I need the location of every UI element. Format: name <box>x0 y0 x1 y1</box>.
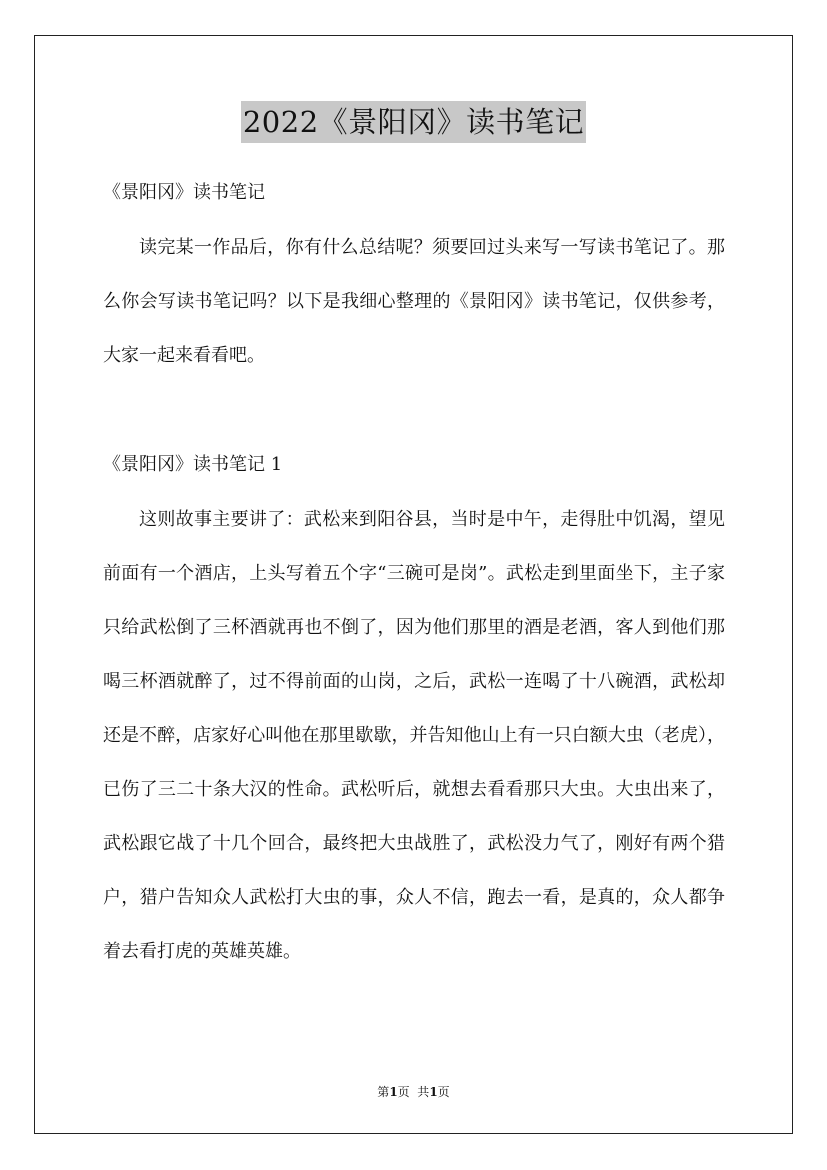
document-title-text: 2022《景阳冈》读书笔记 <box>241 101 586 143</box>
section-heading-intro: 《景阳冈》读书笔记 <box>103 182 265 203</box>
section-paragraph-intro: 读完某一作品后，你有什么总结呢？须要回过头来写一写读书笔记了。那么你会写读书笔记吗？以下是我细心整理的《景阳冈》读书笔记，仅供参考，大家一起来看看吧。 <box>103 237 725 366</box>
footer-page-prefix: 第 <box>377 1085 390 1099</box>
page-footer <box>0 1083 827 1101</box>
document-title <box>0 101 827 143</box>
footer-page-current: 1 <box>389 1085 398 1099</box>
footer-page-mid: 页 共 <box>397 1085 430 1099</box>
section-heading-note-1: 《景阳冈》读书笔记 1 <box>103 454 283 475</box>
section-paragraph-note-1: 这则故事主要讲了：武松来到阳谷县，当时是中午，走得肚中饥渴，望见前面有一个酒店，上头写着五个字“三碗可是岗”。武松走到里面坐下，主子家只给武松倒了三杯酒就再也不倒了，因为他们那里的酒是老酒，客人到他们那喝三杯酒就醉了，过不得前面的山岗，之后，武松一连喝了十八碗酒，武松却还是不醉，店家好心叫他在那里歇歇，并告知他山上有一只白额大虫（老虎），已伤了三二十条大汉的性命。武松听后，就想去看看那只大虫。大虫出来了，武松跟它战了十几个回合，最终把大虫战胜了，武松没力气了，刚好有两个猎户，猎户告知众人武松打大虫的事，众人不信，跑去一看，是真的，众人都争着去看打虎的英雄英雄。 <box>103 509 725 962</box>
footer-page-total: 1 <box>429 1085 438 1099</box>
footer-page-suffix: 页 <box>437 1085 450 1099</box>
